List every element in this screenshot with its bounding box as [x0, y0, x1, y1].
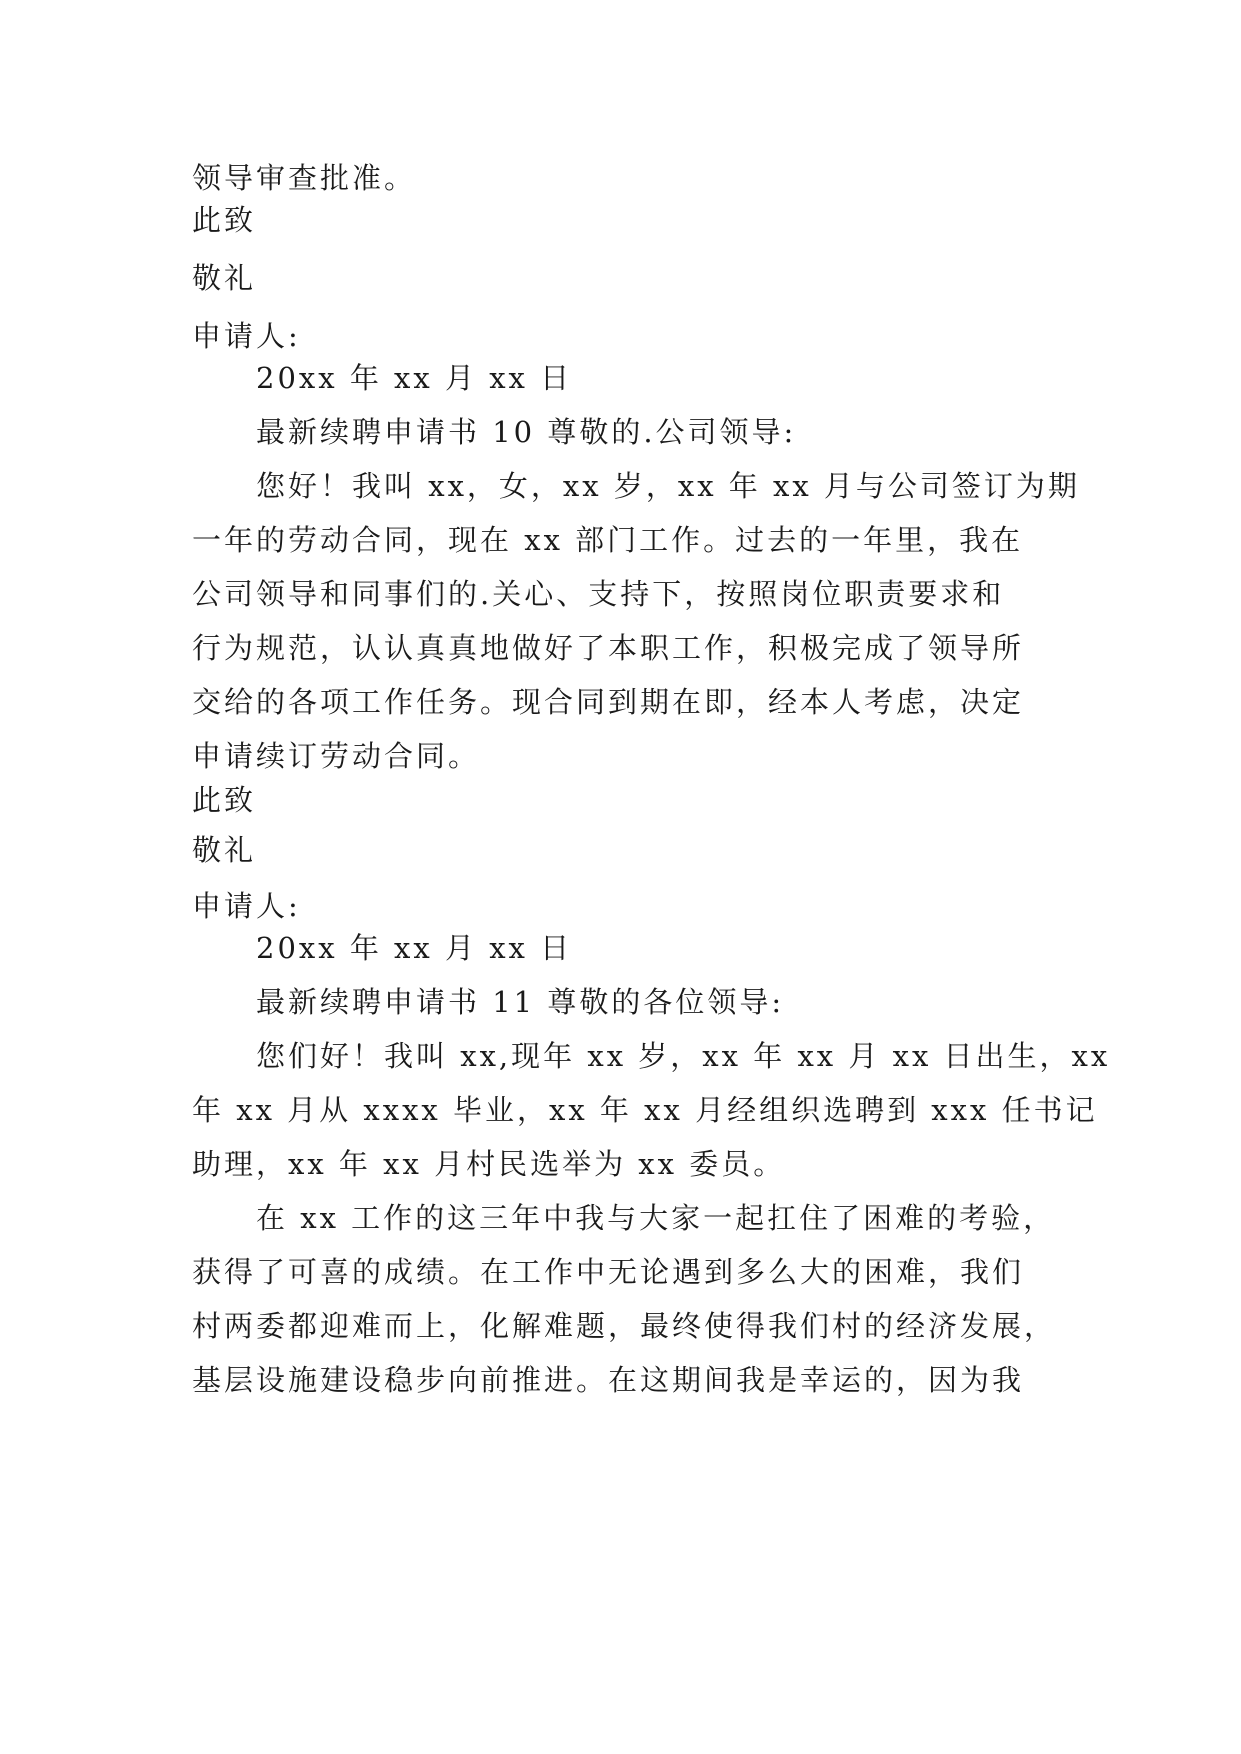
text-line: 交给的各项工作任务。现合同到期在即，经本人考虑，决定 — [192, 685, 1025, 719]
date-line: 20xx 年 xx 月 xx 日 — [256, 361, 573, 395]
text-line: 领导审查批准。 — [192, 161, 417, 195]
applicant-label: 申请人: — [192, 889, 301, 923]
section-heading: 最新续聘申请书 11 尊敬的各位领导: — [256, 985, 785, 1019]
date-line: 20xx 年 xx 月 xx 日 — [256, 931, 573, 965]
text-line: 行为规范，认认真真地做好了本职工作，积极完成了领导所 — [192, 631, 1025, 665]
section-heading: 最新续聘申请书 10 尊敬的.公司领导: — [256, 415, 797, 449]
salutation-line: 此致 — [192, 203, 257, 237]
text-line: 您好！我叫 xx，女，xx 岁，xx 年 xx 月与公司签订为期 — [256, 469, 1080, 503]
text-line: 村两委都迎难而上，化解难题，最终使得我们村的经济发展， — [192, 1309, 1057, 1343]
text-line: 基层设施建设稳步向前推进。在这期间我是幸运的，因为我 — [192, 1363, 1025, 1397]
text-line: 获得了可喜的成绩。在工作中无论遇到多么大的困难，我们 — [192, 1255, 1025, 1289]
applicant-label: 申请人: — [192, 319, 301, 353]
text-line: 年 xx 月从 xxxx 毕业，xx 年 xx 月经组织选聘到 xxx 任书记 — [192, 1093, 1098, 1127]
text-line: 您们好！我叫 xx,现年 xx 岁，xx 年 xx 月 xx 日出生，xx — [256, 1039, 1111, 1073]
text-line: 助理，xx 年 xx 月村民选举为 xx 委员。 — [192, 1147, 786, 1181]
text-line: 在 xx 工作的这三年中我与大家一起扛住了困难的考验， — [256, 1201, 1056, 1235]
salutation-line: 此致 — [192, 783, 257, 817]
closing-line: 敬礼 — [192, 261, 257, 295]
closing-line: 敬礼 — [192, 833, 257, 867]
text-line: 一年的劳动合同，现在 xx 部门工作。过去的一年里，我在 — [192, 523, 1024, 557]
text-line: 公司领导和同事们的.关心、支持下，按照岗位职责要求和 — [192, 577, 1005, 611]
text-line: 申请续订劳动合同。 — [192, 739, 481, 773]
